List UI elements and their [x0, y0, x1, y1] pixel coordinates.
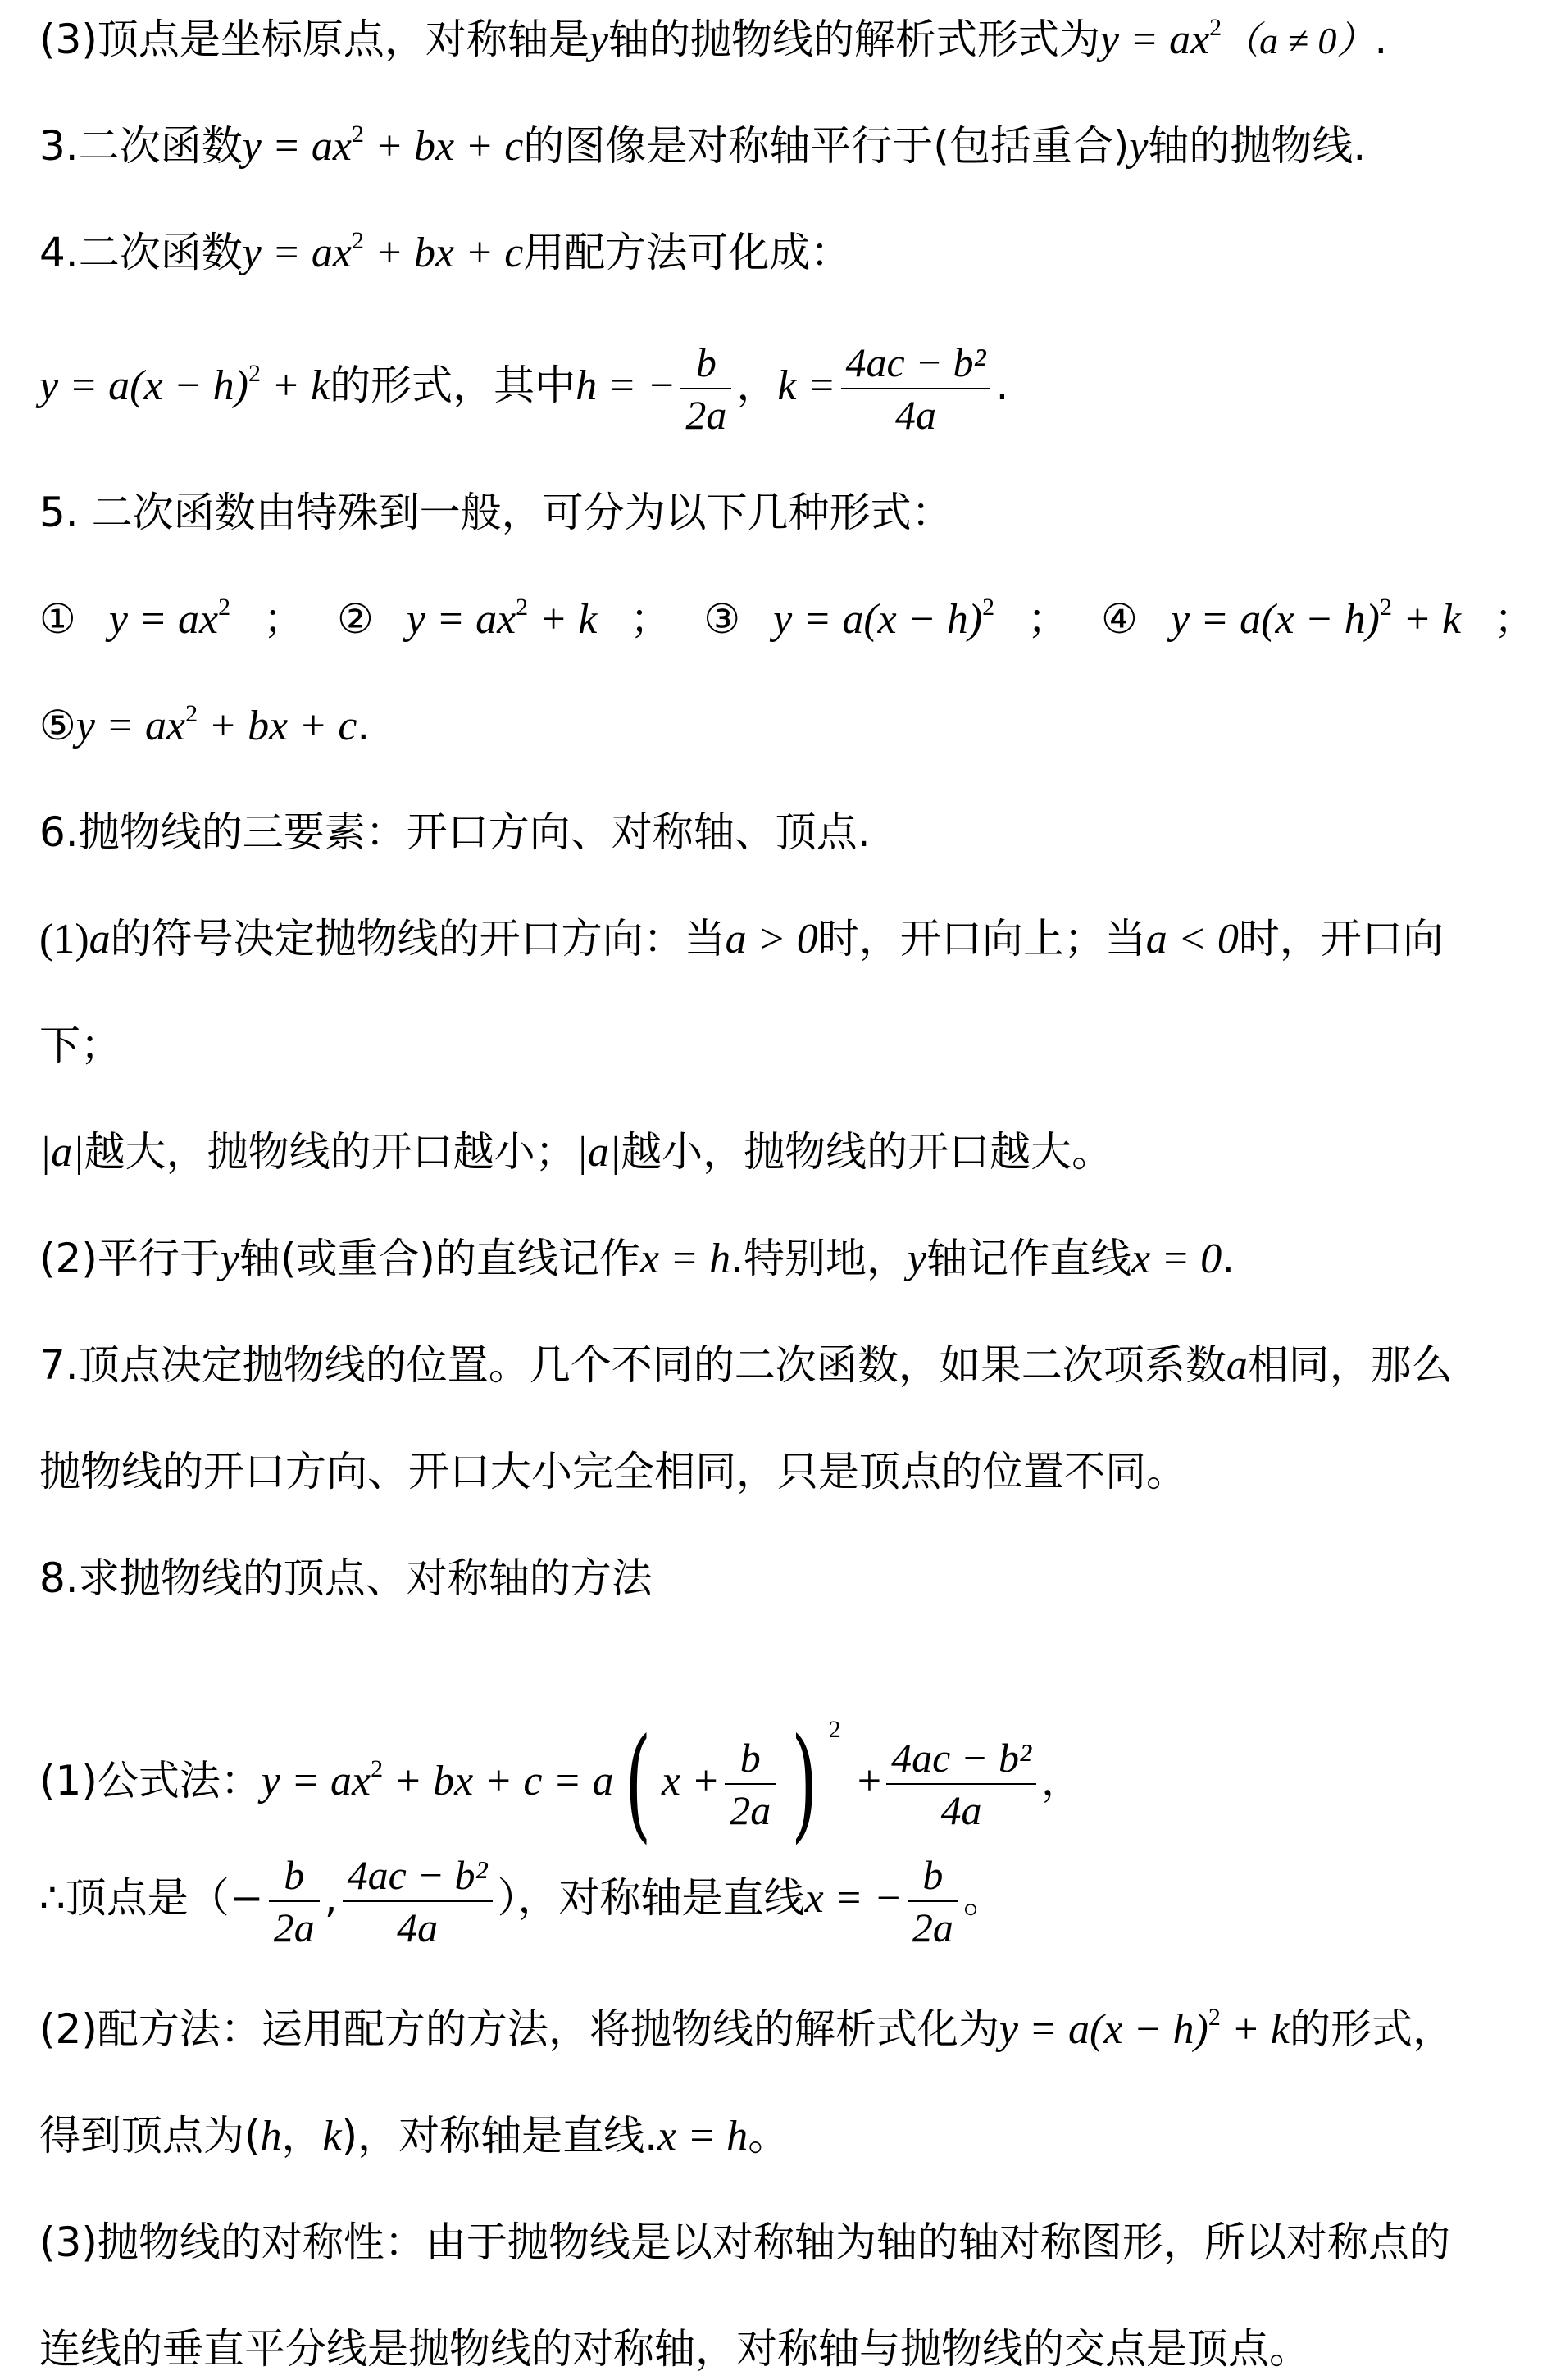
- math-formula: + k: [1220, 2006, 1290, 2053]
- fraction-b-2a: [725, 1732, 776, 1836]
- math-formula: y = ax: [108, 596, 219, 643]
- text: (2)平行于: [39, 1235, 221, 1282]
- fraction-b-2a: [908, 1850, 958, 1953]
- math-var: k: [322, 2113, 342, 2159]
- text: 5. 二次函数由特殊到一般，可分为以下几种形式：: [39, 489, 953, 536]
- text: 用配方法可化成：: [523, 229, 852, 276]
- text: 4.二次函数: [39, 229, 243, 276]
- punctuation: .: [357, 702, 371, 749]
- math-formula: a > 0: [725, 916, 818, 962]
- punctuation: ；: [263, 595, 305, 643]
- denominator: 2a: [273, 1904, 315, 1950]
- text: ），对称轴是直线: [497, 1874, 805, 1922]
- line-item-4: [39, 228, 1522, 278]
- fraction-4ac-b2-4a: [841, 337, 991, 440]
- math-formula: x = h: [657, 2113, 748, 2159]
- punctuation: .: [1374, 16, 1388, 63]
- text: 相同，那么: [1247, 1341, 1453, 1389]
- math-formula: x = h: [639, 1236, 731, 1282]
- text: 时，开口向上；当: [817, 915, 1146, 962]
- fraction-b-2a: [680, 337, 731, 440]
- math-formula: k =: [777, 362, 836, 409]
- math-formula: y = ax: [242, 123, 352, 170]
- denominator: 4a: [894, 391, 936, 438]
- text: .特别地，: [730, 1235, 908, 1282]
- math-formula: + k: [528, 596, 598, 643]
- text: 3.二次函数: [39, 122, 243, 170]
- line-item-7: [39, 1340, 1522, 1390]
- denominator: 2a: [730, 1786, 771, 1833]
- numerator: b: [680, 337, 731, 389]
- line-item-8: [39, 1554, 1522, 1603]
- math-formula: y = a(x − h): [773, 596, 983, 643]
- exponent: 2: [218, 594, 231, 621]
- numerator: 4ac − b²: [886, 1732, 1036, 1785]
- fraction-b-2a: [269, 1850, 320, 1953]
- line-vertex-origin: [39, 15, 1522, 66]
- line-vertex-hk: [39, 2111, 1522, 2161]
- punctuation: 。: [962, 1874, 1004, 1922]
- text: 的形式，其中: [330, 362, 576, 409]
- numerator: b: [908, 1850, 958, 1902]
- math-formula: |a|: [39, 1129, 84, 1176]
- math-var: y: [1129, 123, 1149, 170]
- numerator: 4ac − b²: [343, 1850, 493, 1902]
- denominator: 2a: [912, 1904, 953, 1950]
- circled-number: ③: [703, 595, 741, 643]
- text: 越大，抛物线的开口越小；: [84, 1128, 576, 1176]
- text: 轴的抛物线的解析式形式为: [607, 16, 1100, 63]
- punctuation: ；: [630, 595, 671, 643]
- left-paren: (: [624, 1712, 651, 1855]
- math-formula: + bx + c: [363, 230, 524, 276]
- math-formula: x = −: [804, 1875, 903, 1922]
- text: 的图像是对称轴平行于(包括重合): [523, 122, 1130, 170]
- text: 轴(或重合)的直线记作: [239, 1235, 640, 1282]
- line-completing-square: [39, 2005, 1522, 2055]
- text: 越小，抛物线的开口越大。: [621, 1128, 1113, 1176]
- text: )，对称轴是直线.: [341, 2112, 658, 2159]
- math-formula: + bx + c: [363, 123, 524, 170]
- exponent: 2: [185, 700, 198, 727]
- math-var: h: [260, 2113, 282, 2159]
- math-formula: y = ax: [261, 1758, 371, 1804]
- text: 轴的抛物线.: [1148, 122, 1367, 170]
- math-formula: y = a(x − h): [39, 362, 248, 409]
- text: (3)顶点是坐标原点，对称轴是: [39, 16, 589, 63]
- math-formula: y = ax: [242, 230, 352, 276]
- exponent: 2: [351, 227, 364, 254]
- text: (1)公式法：: [39, 1757, 262, 1804]
- punctuation: .: [995, 362, 1009, 409]
- math-var: y: [589, 16, 608, 63]
- exponent: 2: [351, 121, 364, 148]
- math-var: y: [908, 1236, 927, 1282]
- math-formula: x = 0: [1131, 1236, 1222, 1282]
- exponent: 2: [828, 1716, 841, 1743]
- math-formula: + bx + c = a: [383, 1758, 614, 1804]
- punctuation: ，: [736, 362, 778, 409]
- text: 的形式，: [1289, 2005, 1454, 2053]
- denominator: 2a: [685, 391, 727, 438]
- fraction-4ac-b2-4a: [343, 1850, 493, 1953]
- math-var: a: [89, 916, 111, 962]
- line-general-form: [39, 701, 1522, 751]
- line-parallel-axis: [39, 1234, 1522, 1284]
- math-formula: h = −: [576, 362, 676, 409]
- math-formula: + k: [1391, 596, 1462, 643]
- exponent: 2: [1208, 2004, 1221, 2031]
- line-item-3: [39, 121, 1522, 171]
- line-opening-direction: [39, 914, 1522, 964]
- text: 连线的垂直平分线是抛物线的对称轴，对称轴与抛物线的交点是顶点。: [39, 2325, 1310, 2373]
- math-formula: y = a(x − h): [999, 2006, 1208, 2053]
- text: (3)抛物线的对称性：由于抛物线是以对称轴为轴的轴对称图形，所以对称点的: [39, 2218, 1450, 2266]
- text: (2)配方法：运用配方的方法，将抛物线的解析式化为: [39, 2005, 999, 2053]
- line-continuation: [39, 1021, 1522, 1070]
- math-formula: y = ax: [75, 703, 186, 749]
- punctuation: ,: [324, 1874, 338, 1922]
- text: ，: [281, 2112, 323, 2159]
- punctuation: ；: [1027, 595, 1069, 643]
- text: 轴记作直线: [926, 1235, 1132, 1282]
- line-symmetry-cont: [39, 2324, 1522, 2373]
- text: 时，开口向: [1238, 915, 1444, 962]
- punctuation: ，: [1041, 1757, 1083, 1804]
- text: ∴顶点是（−: [39, 1874, 264, 1922]
- text: 8.求抛物线的顶点、对称轴的方法: [39, 1554, 653, 1602]
- math-var: a: [1226, 1342, 1248, 1389]
- math-formula: + k: [260, 362, 330, 409]
- circled-number: ④: [1101, 595, 1138, 643]
- circled-number: ⑤: [39, 702, 76, 749]
- line-vertex-coords: [39, 1845, 1522, 1953]
- text: 6.抛物线的三要素：开口方向、对称轴、顶点.: [39, 808, 871, 856]
- math-formula: y = ax: [406, 596, 516, 643]
- math-operator: +: [857, 1758, 882, 1804]
- line-item-6: [39, 808, 1522, 857]
- exponent: 2: [516, 594, 529, 621]
- line-item-5: [39, 488, 1522, 537]
- math-formula: |a|: [576, 1129, 621, 1176]
- exponent: 2: [1379, 594, 1392, 621]
- line-forms-list: [39, 594, 1536, 644]
- punctuation: ；: [1494, 595, 1536, 643]
- fraction-4ac-b2-4a: [886, 1732, 1036, 1836]
- math-formula: y = a(x − h): [1170, 596, 1380, 643]
- exponent: 2: [982, 594, 995, 621]
- math-formula: y = ax: [1099, 16, 1210, 63]
- text: 下；: [39, 1022, 121, 1069]
- math-formula: + bx + c: [198, 703, 357, 749]
- right-paren: ): [791, 1712, 818, 1855]
- exponent: 2: [1209, 14, 1222, 41]
- text: 的符号决定抛物线的开口方向：当: [110, 915, 726, 962]
- numerator: b: [725, 1732, 776, 1785]
- text: 抛物线的开口方向、开口大小完全相同，只是顶点的位置不同。: [39, 1448, 1187, 1495]
- line-symmetry: [39, 2218, 1522, 2267]
- text: 得到顶点为(: [39, 2112, 261, 2159]
- math-formula: a < 0: [1145, 916, 1239, 962]
- punctuation: .: [1222, 1235, 1235, 1282]
- line-item-7-cont: [39, 1447, 1522, 1496]
- text: (1): [39, 916, 89, 962]
- line-formula-method: [39, 1668, 1522, 1855]
- denominator: 4a: [397, 1904, 439, 1950]
- numerator: 4ac − b²: [841, 337, 991, 389]
- text: 7.顶点决定抛物线的位置。几个不同的二次函数，如果二次项系数: [39, 1341, 1226, 1389]
- denominator: 4a: [940, 1786, 982, 1833]
- numerator: b: [269, 1850, 320, 1902]
- line-abs-a: [39, 1127, 1522, 1177]
- circled-number: ②: [337, 595, 374, 643]
- punctuation: 。: [748, 2112, 789, 2159]
- exponent: 2: [248, 360, 261, 387]
- line-vertex-form: [39, 332, 1522, 440]
- math-formula: x +: [662, 1758, 721, 1804]
- math-var: y: [220, 1236, 239, 1282]
- circled-number: ①: [39, 595, 76, 643]
- math-condition: （a ≠ 0）: [1222, 20, 1375, 61]
- exponent: 2: [371, 1755, 384, 1782]
